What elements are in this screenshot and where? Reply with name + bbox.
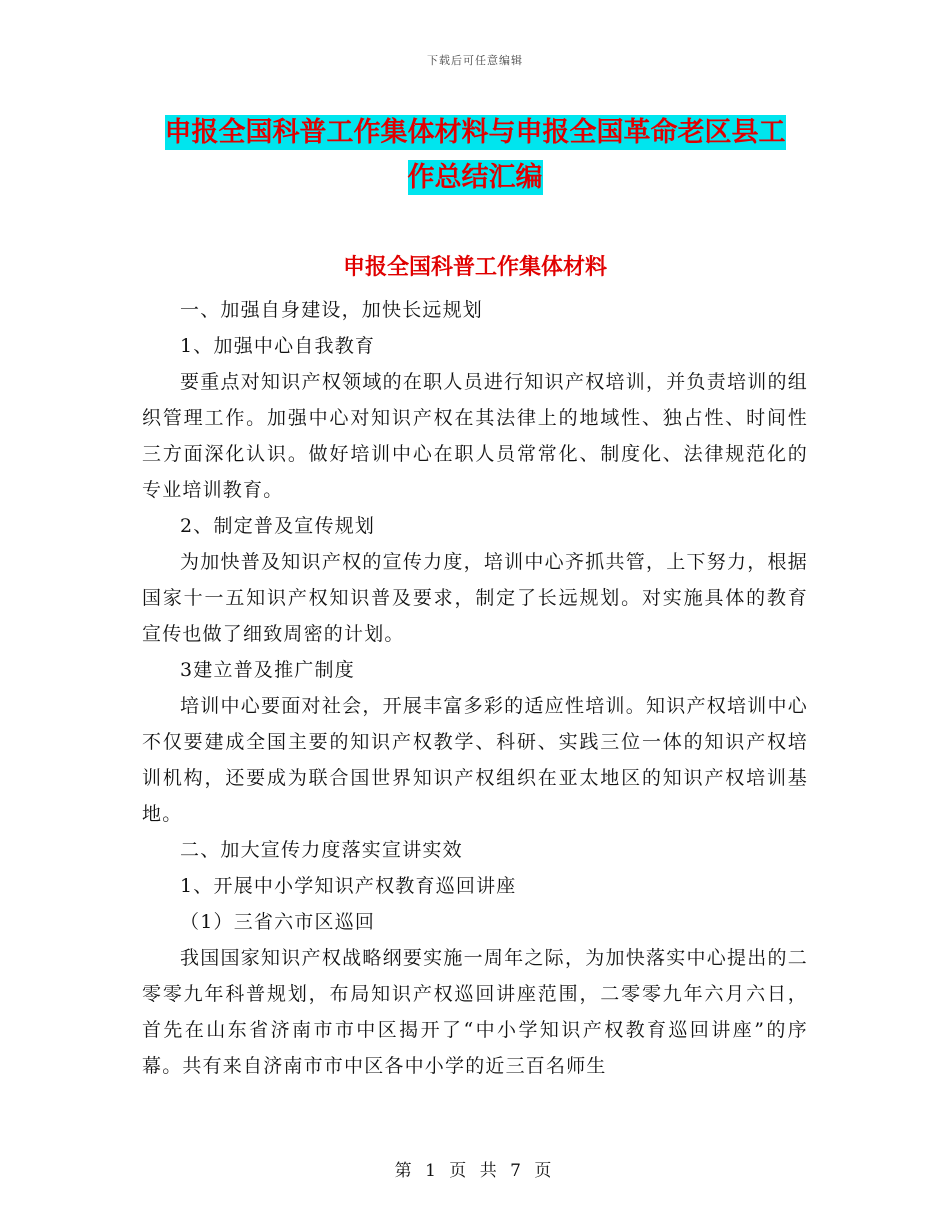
paragraph: 1、开展中小学知识产权教育巡回讲座 bbox=[180, 875, 517, 897]
document-body bbox=[142, 292, 808, 1084]
section-title: 申报全国科普工作集体材料 bbox=[342, 255, 607, 280]
paragraph: （1）三省六市区巡回 bbox=[180, 911, 376, 933]
paragraph: 3建立普及推广制度 bbox=[180, 659, 355, 681]
page-number-footer: 第 1 页 共 7 页 bbox=[394, 1161, 556, 1181]
paragraph: 培训中心要面对社会，开展丰富多彩的适应性培训。知识产权培训中心不仅要建成全国主要的知识产权教学、科研、实践三位一体的知识产权培训机构，还要成为联合国世界知识产权组织在亚太地区的知识产权培训基地。 bbox=[142, 695, 808, 825]
document-title-line-2 bbox=[140, 155, 810, 194]
title-highlight-1: 申报全国科普工作集体材料与申报全国革命老区县工 bbox=[164, 117, 786, 148]
title-highlight-2: 作总结汇编 bbox=[407, 162, 543, 193]
paragraph: 二、加大宣传力度落实宣讲实效 bbox=[180, 839, 463, 861]
document-title-line-1 bbox=[140, 110, 810, 149]
paragraph: 2、制定普及宣传规划 bbox=[180, 515, 376, 537]
paragraph: 我国国家知识产权战略纲要实施一周年之际，为加快落实中心提出的二零零九年科普规划，布局知识产权巡回讲座范围，二零零九年六月六日，首先在山东省济南市市中区揭开了“中小学知识产权教育巡回讲座”的序幕。共有来自济南市市中区各中小学的近三百名师生 bbox=[142, 947, 808, 1077]
header-note: 下载后可任意编辑 bbox=[427, 54, 523, 67]
paragraph: 为加快普及知识产权的宣传力度，培训中心齐抓共管，上下努力，根据国家十一五知识产权知识普及要求，制定了长远规划。对实施具体的教育宣传也做了细致周密的计划。 bbox=[142, 551, 808, 645]
paragraph: 一、加强自身建设，加快长远规划 bbox=[180, 299, 484, 321]
paragraph: 1、加强中心自我教育 bbox=[180, 335, 376, 357]
paragraph: 要重点对知识产权领域的在职人员进行知识产权培训，并负责培训的组织管理工作。加强中心对知识产权在其法律上的地域性、独占性、时间性三方面深化认识。做好培训中心在职人员常常化、制度化、法律规范化的专业培训教育。 bbox=[142, 371, 808, 501]
